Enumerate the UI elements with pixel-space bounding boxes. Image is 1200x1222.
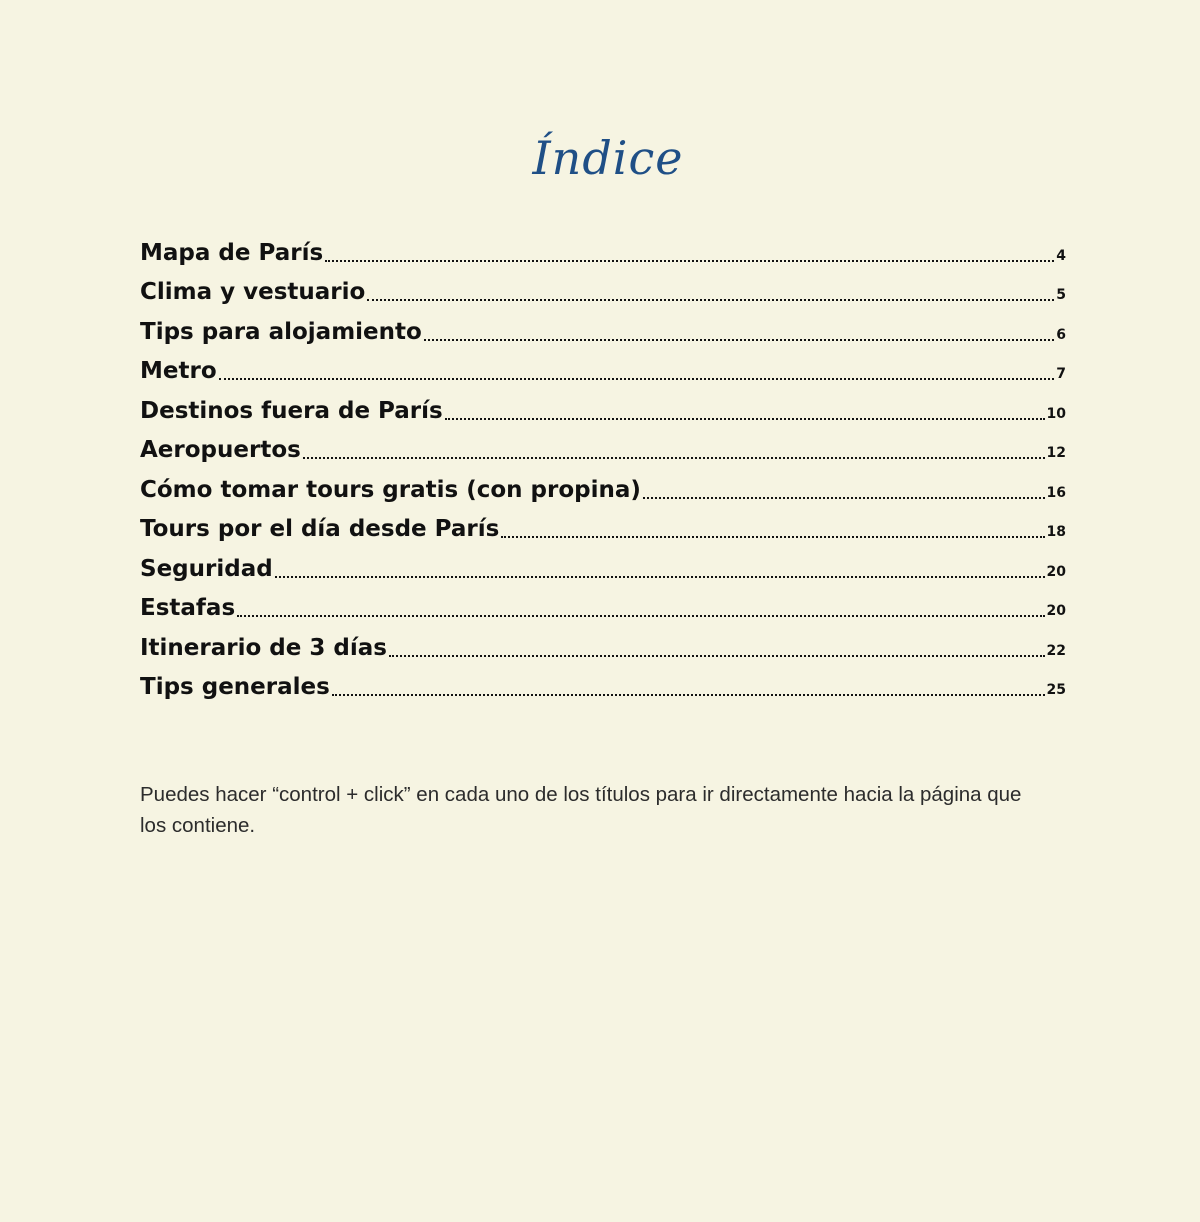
toc-dot-leader [219, 378, 1055, 380]
toc-entry-label: Clima y vestuario [140, 279, 366, 305]
toc-dot-leader [389, 655, 1045, 657]
toc-entry-label: Estafas [140, 595, 236, 621]
toc-entry-label: Seguridad [140, 555, 273, 582]
toc-page-number: 4 [1056, 247, 1066, 264]
toc-entry-label: Tips generales [140, 674, 330, 700]
toc-dot-leader [445, 418, 1045, 420]
toc-entry-alojamiento[interactable] [140, 311, 1066, 351]
toc-page-number: 12 [1046, 445, 1066, 461]
toc-page-number: 5 [1056, 287, 1066, 303]
toc-page-number: 18 [1046, 524, 1066, 540]
toc-page-number: 10 [1046, 405, 1066, 422]
toc-page-number: 20 [1046, 603, 1066, 619]
toc-page-number: 16 [1046, 484, 1066, 501]
table-of-contents [140, 232, 1066, 706]
toc-entry-itinerario[interactable] [140, 627, 1066, 667]
toc-dot-leader [367, 299, 1054, 301]
toc-entry-estafas[interactable] [140, 588, 1066, 628]
toc-entry-destinos[interactable] [140, 390, 1066, 430]
toc-entry-aeropuertos[interactable] [140, 430, 1066, 470]
toc-entry-label: Aeropuertos [140, 437, 301, 463]
toc-entry-label: Mapa de París [140, 239, 324, 266]
toc-dot-leader [303, 457, 1045, 459]
toc-page-number: 6 [1056, 326, 1066, 343]
toc-entry-metro[interactable] [140, 351, 1066, 391]
toc-page-number: 7 [1056, 366, 1066, 382]
toc-dot-leader [424, 339, 1054, 341]
toc-dot-leader [275, 576, 1045, 578]
toc-entry-clima[interactable] [140, 272, 1066, 312]
toc-dot-leader [325, 260, 1054, 262]
toc-dot-leader [643, 497, 1045, 499]
toc-entry-tours-gratis[interactable] [140, 469, 1066, 509]
toc-entry-label: Tips para alojamiento [140, 318, 422, 345]
toc-entry-label: Tours por el día desde París [140, 516, 500, 542]
toc-entry-tips-generales[interactable] [140, 667, 1066, 707]
toc-entry-label: Itinerario de 3 días [140, 634, 387, 661]
toc-page-number: 25 [1046, 682, 1066, 698]
toc-entry-seguridad[interactable] [140, 548, 1066, 588]
toc-entry-label: Destinos fuera de París [140, 397, 443, 424]
page-title: Índice [532, 131, 684, 185]
toc-entry-label: Cómo tomar tours gratis (con propina) [140, 476, 641, 503]
toc-page-number: 22 [1046, 642, 1066, 659]
toc-dot-leader [501, 536, 1044, 538]
toc-entry-tours-dia[interactable] [140, 509, 1066, 549]
toc-entry-mapa[interactable] [140, 232, 1066, 272]
toc-dot-leader [237, 615, 1044, 617]
toc-page-number: 20 [1046, 563, 1066, 580]
toc-entry-label: Metro [140, 358, 217, 384]
toc-dot-leader [332, 694, 1045, 696]
usage-note: Puedes hacer “control + click” en cada uno de los títulos para ir directamente hacia la página que los contiene. [140, 782, 1022, 837]
